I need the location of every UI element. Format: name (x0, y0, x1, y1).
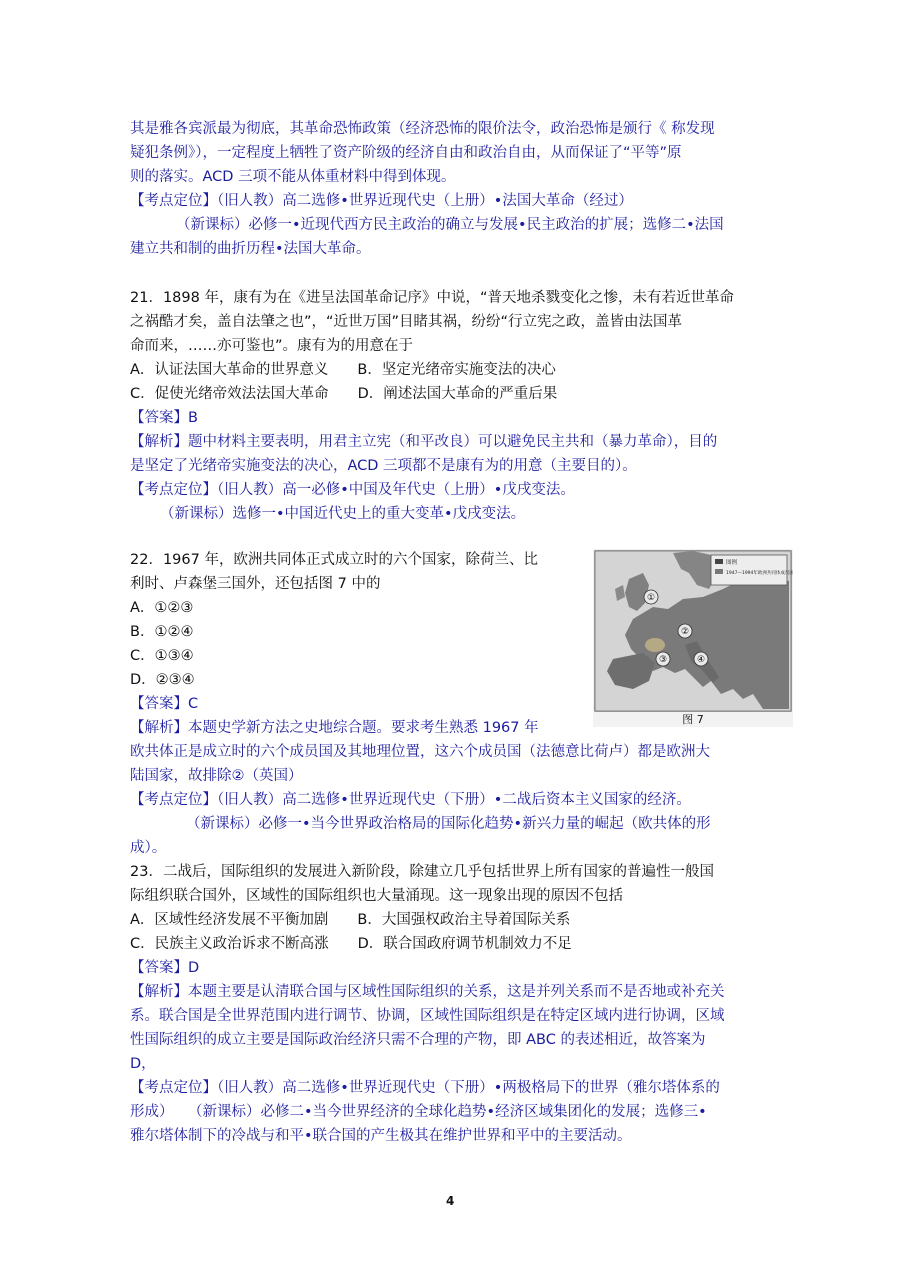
option-line: C．民族主义政治诉求不断高涨 D．联合国政府调节机制效力不足 (130, 936, 572, 952)
page-number: 4 (446, 1194, 455, 1208)
map-marker-4: ④ (696, 655, 706, 665)
text-line: 利时、卢森堡三国外，还包括图 7 中的 (130, 576, 381, 592)
text-line: 是坚定了光绪帝实施变法的决心，ACD 三项都不是康有为的用意（主要目的）。 (130, 458, 637, 474)
question-21: 21．1898 年，康有为在《进呈法国革命记序》中说，“普天地杀戮变化之惨，未有若近世革命 (130, 290, 734, 306)
text-line: 性国际组织的成立主要是国际政治经济只需不合理的产物，即 ABC 的表述相近，故答案为 (130, 1032, 706, 1048)
text-line: 形成） （新课标）必修二•当今世界经济的全球化趋势•经济区域集团化的发展；选修三• (130, 1104, 707, 1120)
option-d: D．②③④ (130, 672, 195, 688)
text-line: 命而来，……亦可鉴也”。康有为的用意在于 (130, 338, 414, 354)
text-line: （新课标）必修一•近现代西方民主政治的确立与发展•民主政治的扩展；选修二•法国 (176, 217, 724, 233)
europe-map-image (593, 549, 793, 727)
text-line: 疑犯条例》），一定程度上牺牲了资产阶级的经济自由和政治自由，从而保证了“平等”原 (130, 145, 682, 161)
text-line: 【考点定位】（旧人教）高二选修•世界近现代史（下册）•两极格局下的世界（雅尔塔体系的 (130, 1080, 720, 1096)
europe-map-figure (593, 549, 793, 727)
legend-entry: 1947—1994年欧洲共同体成员国 (726, 571, 793, 576)
text-line: 欧共体正是成立时的六个成员国及其地理位置，这六个成员国（法德意比荷卢）都是欧洲大 (130, 744, 710, 760)
answer-label: 【答案】B (130, 410, 198, 426)
option-line: A．认证法国大革命的世界意义 B．坚定光绪帝实施变法的决心 (130, 362, 556, 378)
text-line: 【考点定位】（旧人教）高二选修•世界近现代史（下册）•二战后资本主义国家的经济。 (130, 792, 691, 808)
question-22: 22．1967 年，欧洲共同体正式成立时的六个国家，除荷兰、比 (130, 552, 538, 568)
text-line: D， (130, 1056, 156, 1072)
option-c: C．①③④ (130, 648, 194, 664)
answer-label: 【答案】C (130, 696, 199, 712)
analysis-text: 【解析】题中材料主要表明，用君主立宪（和平改良）可以避免民主共和（暴力革命），目的 (130, 434, 718, 450)
text-line: 成）。 (130, 840, 167, 856)
text-line: 【考点定位】（旧人教）高一必修•中国及年代史（上册）•戊戌变法。 (130, 482, 575, 498)
analysis-text: 【解析】本题史学新方法之史地综合题。要求考生熟悉 1967 年 (130, 720, 539, 736)
text-line: 系。联合国是全世界范围内进行调节、协调，区域性国际组织是在特定区域内进行协调，区域 (130, 1008, 725, 1024)
map-marker-2: ② (680, 627, 690, 637)
text-line: （新课标）必修一•当今世界政治格局的国际化趋势•新兴力量的崛起（欧共体的形 (186, 816, 711, 832)
question-23: 23．二战后，国际组织的发展进入新阶段，除建立几乎包括世界上所有国家的普遍性一般国 (130, 864, 714, 880)
figure-caption: 图 7 (682, 713, 704, 726)
text-line: （新课标）选修一•中国近代史上的重大变革•戊戌变法。 (160, 506, 526, 522)
map-marker-1: ① (646, 593, 656, 603)
option-a: A．①②③ (130, 600, 194, 616)
text-line: 际组织联合国外，区域性的国际组织也大量涌现。这一现象出现的原因不包括 (130, 888, 623, 904)
analysis-text: 【解析】本题主要是认清联合国与区域性国际组织的关系，这是并列关系而不是否地或补充关 (130, 984, 725, 1000)
map-marker-3: ③ (658, 655, 668, 665)
answer-label: 【答案】D (130, 960, 200, 976)
option-line: A．区域性经济发展不平衡加剧 B．大国强权政治主导着国际关系 (130, 912, 571, 928)
legend-title: 图例 (726, 560, 738, 566)
option-b: B．①②④ (130, 624, 194, 640)
text-line: 【考点定位】（旧人教）高二选修•世界近现代史（上册）•法国大革命（经过） (130, 193, 633, 209)
text-line: 建立共和制的曲折历程•法国大革命。 (130, 241, 371, 257)
text-line: 其是雅各宾派最为彻底，其革命恐怖政策（经济恐怖的限价法令，政治恐怖是颁行《 称发现 (130, 121, 715, 137)
text-line: 陆国家，故排除②（英国） (130, 768, 303, 784)
text-line: 则的落实。ACD 三项不能从体重材料中得到体现。 (130, 169, 456, 185)
text-line: 之祸酷才矣，盖自法肇之也”，“近世万国”目睹其祸，纷纷“行立宪之政，盖皆由法国革 (130, 314, 683, 330)
text-line: 雅尔塔体制下的冷战与和平•联合国的产生极其在维护世界和平中的主要活动。 (130, 1128, 632, 1144)
option-line: C．促使光绪帝效法法国大革命 D．阐述法国大革命的严重后果 (130, 386, 558, 402)
